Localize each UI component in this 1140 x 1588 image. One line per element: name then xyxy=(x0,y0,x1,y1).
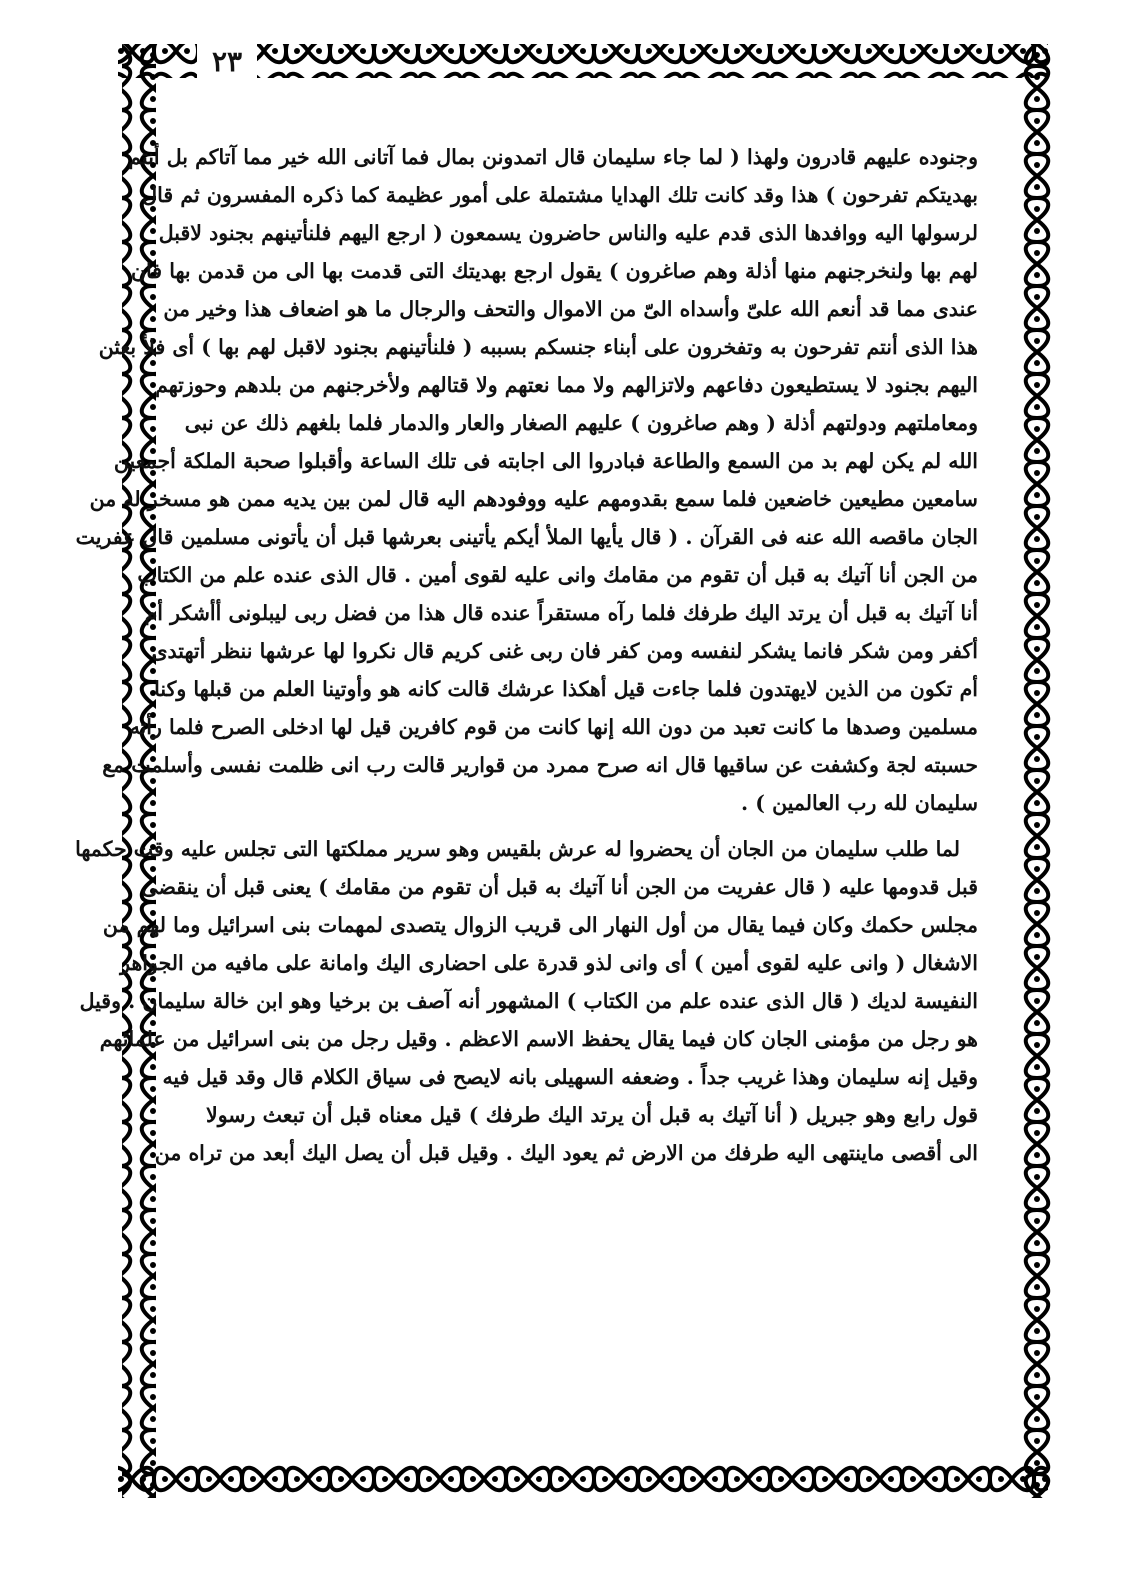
page-number: ٢٣ xyxy=(197,42,257,82)
text-line: لهم بها ولنخرجنهم منها أذلة وهم صاغرون ) يقول ارجع بهديتك التى قدمت بها الى من قدمن بها فان xyxy=(130,259,978,283)
text-line: ومعاملتهم ودولتهم أذلة ( وهم صاغرون ) عليهم الصغار والعار والدمار فلما بلغهم ذلك عن نبى xyxy=(184,411,978,435)
text-line: سليمان لله رب العالمين ) . xyxy=(740,791,978,815)
text-line: أم تكون من الذين لايهتدون فلما جاءت قيل أهكذا عرشك قالت كانه هو وأوتينا العلم من قبلها وكنا xyxy=(154,677,978,701)
text-line: وقيل إنه سليمان وهذا غريب جداً . وضعفه السهيلى بانه لايصح فى سياق الكلام قال وقد قيل فيه xyxy=(162,1065,978,1089)
border-bottom xyxy=(118,1464,1048,1498)
text-line: الجان ماقصه الله عنه فى القرآن . ( قال يأيها الملأ أيكم يأتينى بعرشها قبل أن يأتونى مسلمين قال عفريت xyxy=(75,525,978,549)
text-line: أنا آتيك به قبل أن يرتد اليك طرفك فلما رآه مستقراً عنده قال هذا من فضل ربى ليبلونى أأشكر أم xyxy=(144,601,978,625)
text-line: مسلمين وصدها ما كانت تعبد من دون الله إنها كانت من قوم كافرين قيل لها ادخلى الصرح فلما رأته xyxy=(129,715,978,739)
text-line: الى أقصى ماينتهى اليه طرفك من الارض ثم يعود اليك . وقيل قبل أن يصل اليك أبعد من تراه من xyxy=(154,1141,978,1165)
text-line: النفيسة لديك ( قال الذى عنده علم من الكتاب ) المشهور أنه آصف بن برخيا وهو ابن خالة سليمان . وقيل xyxy=(79,989,978,1013)
text-line: قبل قدومها عليه ( قال عفريت من الجن أنا آتيك به قبل أن تقوم من مقامك ) يعنى قبل أن ينقضى xyxy=(141,875,978,899)
text-line: لما طلب سليمان من الجان أن يحضروا له عرش بلقيس وهو سرير مملكتها التى تجلس عليه وقت حكمها xyxy=(75,837,960,861)
paragraph-break xyxy=(206,822,978,830)
text-line: لرسولها اليه ووافدها الذى قدم عليه والناس حاضرون يسمعون ( ارجع اليهم فلنأتينهم بجنود لاقبل xyxy=(158,221,978,245)
text-line: قول رابع وهو جبريل ( أنا آتيك به قبل أن يرتد اليك طرفك ) قيل معناه قبل أن تبعث رسولا xyxy=(206,1103,978,1127)
text-line: عندى مما قد أنعم الله علىّ وأسداه الىّ من الاموال والتحف والرجال ما هو اضعاف هذا وخير من xyxy=(163,297,978,321)
text-line: الاشغال ( وانى عليه لقوى أمين ) أى وانى لذو قدرة على احضارى اليك وامانة على مافيه من الجواهر xyxy=(120,951,978,975)
text-line: مجلس حكمك وكان فيما يقال من أول النهار الى قريب الزوال يتصدى لمهمات بنى اسرائيل وما لهم من xyxy=(102,913,978,937)
text-line: اليهم بجنود لا يستطيعون دفاعهم ولاتزالهم ولا مما نعتهم ولا قتالهم ولأخرجنهم من بلدهم وحوزتهم xyxy=(155,373,978,397)
paragraph-1 xyxy=(75,138,978,822)
text-line: من الجن أنا آتيك به قبل أن تقوم من مقامك وانى عليه لقوى أمين . قال الذى عنده علم من الكتاب xyxy=(137,563,978,587)
text-line: سامعين مطيعين خاضعين فلما سمع بقدومهم عليه ووفودهم اليه قال لمن بين يديه ممن هو مسخر له من xyxy=(89,487,978,511)
text-line: الله لم يكن لهم بد من السمع والطاعة فبادروا الى اجابته فى تلك الساعة وأقبلوا صحبة الملكة أجمعين xyxy=(113,449,978,473)
text-line: بهديتكم تفرحون ) هذا وقد كانت تلك الهدايا مشتملة على أمور عظيمة كما ذكره المفسرون ثم قال xyxy=(142,183,978,207)
text-line: وجنوده عليهم قادرون ولهذا ( لما جاء سليمان قال اتمدونن بمال فما آتانى الله خير مما آتاكم بل أنتم xyxy=(128,145,978,169)
text-line: حسبته لجة وكشفت عن ساقيها قال انه صرح ممرد من قوارير قالت رب انى ظلمت نفسى وأسلمت مع xyxy=(102,753,978,777)
paragraph-2 xyxy=(75,830,978,1172)
text-line: أكفر ومن شكر فانما يشكر لنفسه ومن كفر فان ربى غنى كريم قال نكروا لها عرشها ننظر أتهتدى xyxy=(151,639,978,663)
border-top xyxy=(118,44,1048,78)
text-line: هذا الذى أنتم تفرحون به وتفخرون على أبناء جنسكم بسببه ( فلنأتينهم بجنود لاقبل لهم بها ) أى فلأ بعثن xyxy=(98,335,978,359)
body-text xyxy=(75,138,978,1172)
text-line: هو رجل من مؤمنى الجان كان فيما يقال يحفظ الاسم الاعظم . وقيل رجل من بنى اسرائيل من علمائهم xyxy=(99,1027,978,1051)
border-right xyxy=(1018,44,1052,1498)
